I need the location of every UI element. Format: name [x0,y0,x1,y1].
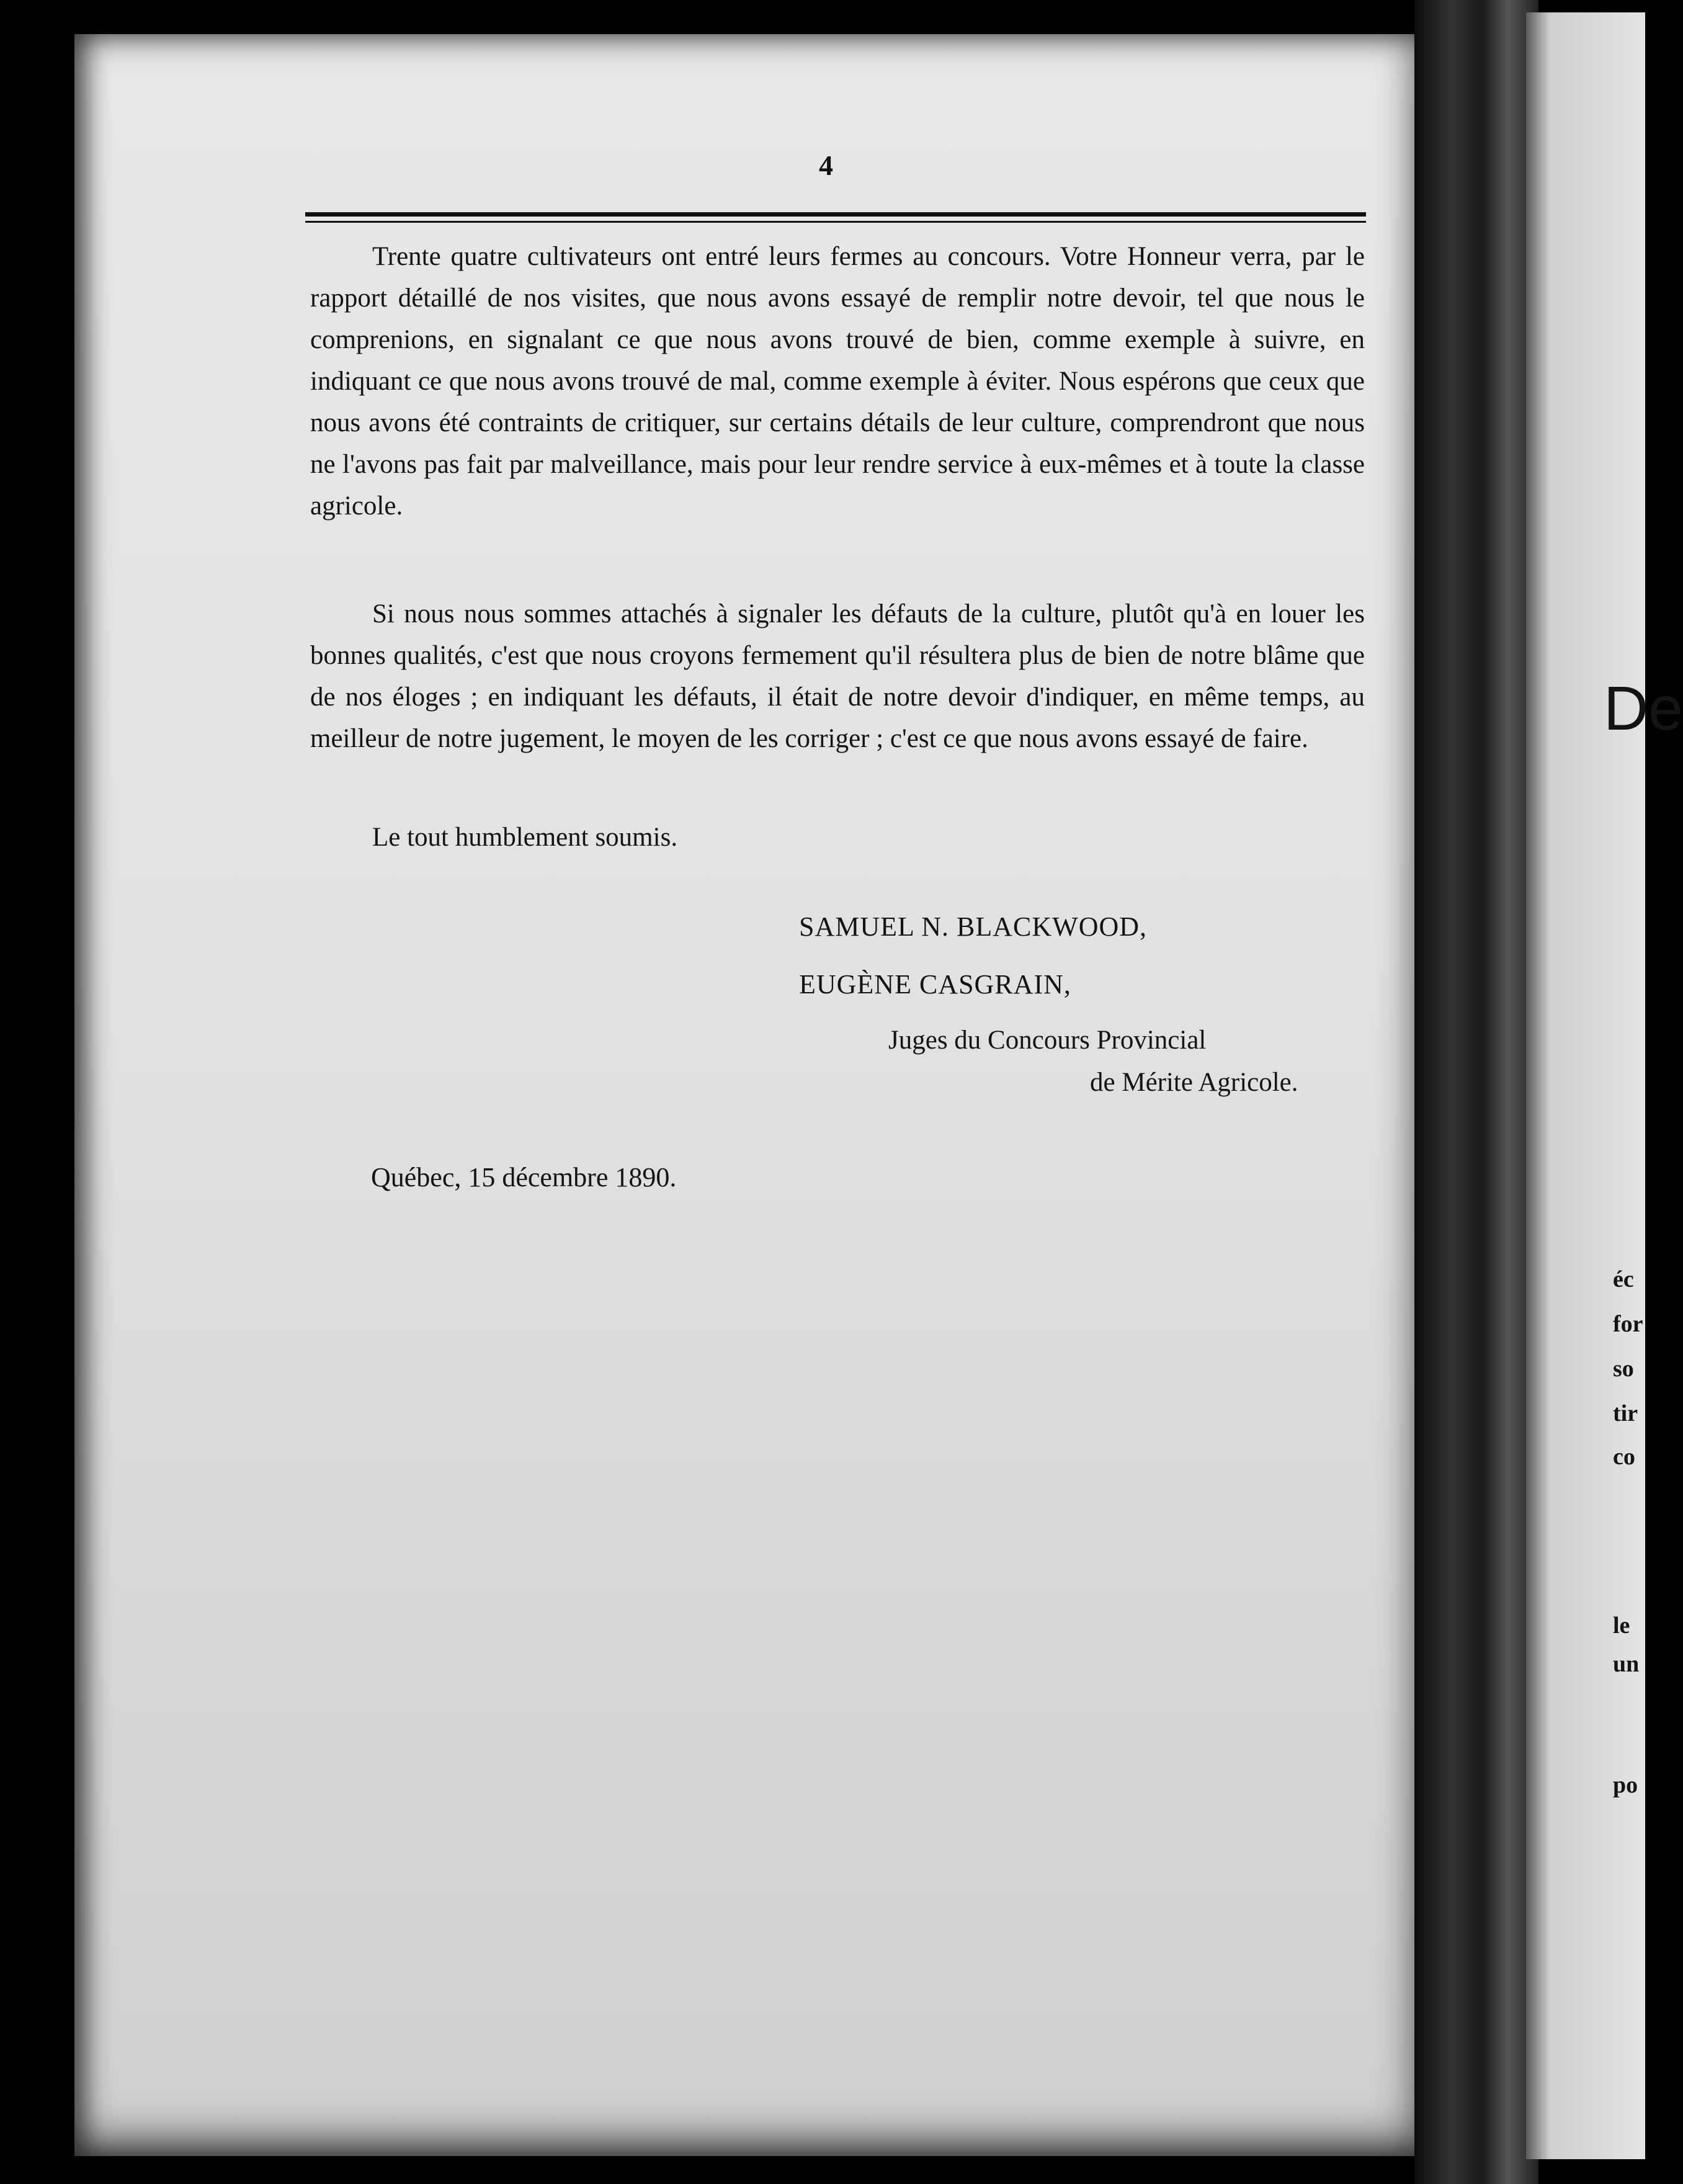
adjacent-line-fragment: le [1613,1613,1630,1639]
signatory-1: SAMUEL N. BLACKWOOD, [799,911,1148,942]
role-line-2: de Mérite Agricole. [1090,1068,1298,1097]
adjacent-line-fragment: co [1613,1444,1635,1470]
adjacent-line-fragment: éc [1613,1266,1634,1292]
paragraph-1: Trente quatre cultivateurs ont entré leurs fermes au concours. Votre Honneur verra, par le rapport détaillé de nos visites, que nous avons essayé de remplir notre devoir, tel que nous le comprenions, en signalant ce que nous avons trouvé de bien, comme exemple à suivre, en indiquant ce que nous avons trouvé de mal, comme exemple à éviter. Nous espérons que ceux que nous avons été contraints de critiquer, sur certains détails de leur culture, comprendront que nous ne l'avons pas fait par malveillance, mais pour leur rendre service à eux-mêmes et à toute la classe agricole. [310,242,1365,521]
adjacent-line-fragment: po [1613,1772,1638,1798]
adjacent-line-fragment: un [1613,1651,1640,1677]
adjacent-line-fragment: so [1613,1356,1634,1382]
adjacent-line-fragment: tir [1613,1400,1638,1426]
role-line-1: Juges du Concours Provincial [888,1026,1207,1055]
book-binding [1414,0,1538,2184]
closing-line: Le tout humblement soumis. [372,823,678,852]
adjacent-heading-fragment: De [1604,674,1683,743]
page-number: 4 [819,150,833,181]
header-rule [305,212,1366,217]
dateline: Québec, 15 décembre 1890. [371,1162,677,1193]
adjacent-page [1526,12,1645,2159]
paragraph-2: Si nous nous sommes attachés à signaler les défauts de la culture, plutôt qu'à en louer les bonnes qualités, c'est que nous croyons fermement qu'il résultera plus de bien de notre blâme que de nos éloges ; en indiquant les défauts, il était de notre devoir d'indiquer, en même temps, au meilleur de notre jugement, le moyen de les corriger ; c'est ce que nous avons essayé de faire. [310,599,1365,753]
signatory-2: EUGÈNE CASGRAIN, [799,969,1071,1000]
adjacent-line-fragment: for [1613,1311,1643,1337]
header-rule-thin [305,221,1366,223]
